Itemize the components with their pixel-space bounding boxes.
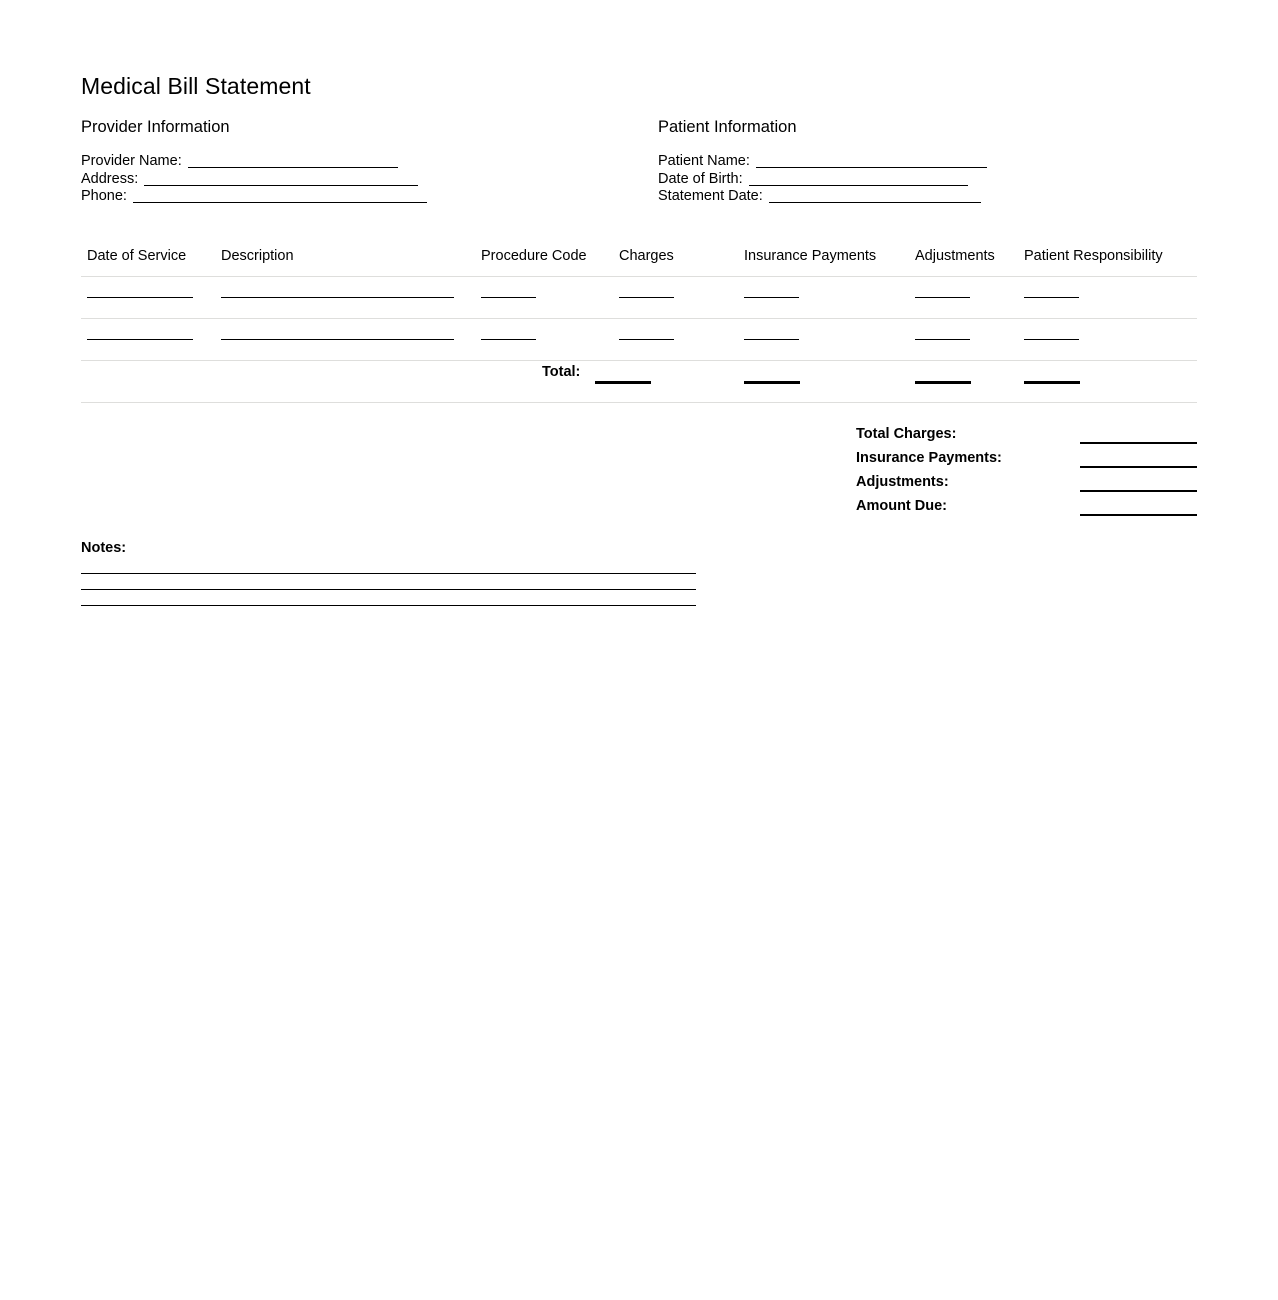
- fill-line: [221, 339, 454, 340]
- summary-label-adjustments: Adjustments:: [856, 474, 949, 490]
- statement-date-input[interactable]: [769, 202, 981, 203]
- provider-name-input[interactable]: [188, 167, 398, 168]
- provider-address-label: Address:: [81, 170, 139, 187]
- provider-name-label: Provider Name:: [81, 153, 182, 169]
- patient-section-title: Patient Information: [658, 118, 797, 136]
- summary-label-insurance-payments: Insurance Payments:: [856, 450, 1002, 466]
- patient-information-section: [658, 118, 987, 206]
- fill-line: [744, 381, 800, 384]
- summary-input-total-charges[interactable]: [1080, 442, 1197, 444]
- patient-name-input[interactable]: [756, 167, 987, 168]
- provider-name-field-row: [81, 153, 427, 171]
- column-header-patient-responsibility: Patient Responsibility: [1024, 248, 1163, 264]
- table-header-row: [81, 248, 1197, 276]
- column-header-adjustments: Adjustments: [915, 248, 995, 264]
- summary-label-total-charges: Total Charges:: [856, 426, 957, 442]
- provider-phone-input[interactable]: [133, 202, 427, 203]
- fill-line: [595, 381, 651, 384]
- fill-line: [481, 339, 536, 340]
- column-header-date-of-service: Date of Service: [87, 248, 187, 264]
- summary-row-amount-due: [856, 497, 1198, 521]
- statement-date-label: Statement Date:: [658, 188, 763, 204]
- summary-row-insurance-payments: [856, 449, 1198, 473]
- summary-label-amount-due: Amount Due:: [856, 498, 948, 514]
- fill-line: [744, 339, 799, 340]
- table-bottom-divider: [81, 402, 1197, 403]
- summary-section: [856, 425, 1198, 521]
- column-header-insurance-payments: Insurance Payments: [744, 248, 877, 264]
- notes-input-line[interactable]: [81, 605, 696, 606]
- patient-name-field-row: [658, 153, 987, 171]
- provider-address-input[interactable]: [144, 185, 418, 186]
- column-header-procedure-code: Procedure Code: [481, 248, 587, 264]
- fill-line: [87, 339, 193, 340]
- notes-label: Notes:: [81, 540, 127, 556]
- fill-line: [619, 297, 674, 298]
- patient-dob-label: Date of Birth:: [658, 170, 743, 187]
- fill-line: [744, 297, 799, 298]
- fill-line: [915, 381, 971, 384]
- summary-row-adjustments: [856, 473, 1198, 497]
- summary-row-total-charges: [856, 425, 1198, 449]
- summary-input-adjustments[interactable]: [1080, 490, 1197, 492]
- fill-line: [221, 297, 454, 298]
- page-title: Medical Bill Statement: [81, 73, 311, 99]
- column-header-description: Description: [221, 248, 294, 264]
- fill-line: [619, 339, 674, 340]
- notes-input-line[interactable]: [81, 589, 696, 590]
- patient-dob-input[interactable]: [749, 185, 968, 186]
- fill-line: [1024, 381, 1080, 384]
- statement-date-field-row: [658, 188, 987, 206]
- provider-address-field-row: [81, 171, 427, 189]
- fill-line: [915, 297, 970, 298]
- provider-phone-label: Phone:: [81, 188, 127, 204]
- table-row: [81, 319, 1197, 360]
- notes-input-line[interactable]: [81, 573, 696, 574]
- fill-line: [481, 297, 536, 298]
- fill-line: [1024, 297, 1079, 298]
- column-header-charges: Charges: [619, 248, 674, 264]
- fill-line: [915, 339, 970, 340]
- provider-information-section: [81, 118, 427, 206]
- fill-line: [1024, 339, 1079, 340]
- table-total-row: [81, 361, 1197, 402]
- summary-input-amount-due[interactable]: [1080, 514, 1197, 516]
- provider-section-title: Provider Information: [81, 118, 230, 136]
- patient-dob-field-row: [658, 171, 987, 189]
- fill-line: [87, 297, 193, 298]
- summary-input-insurance-payments[interactable]: [1080, 466, 1197, 468]
- charges-table: [81, 248, 1197, 403]
- notes-section: [81, 539, 697, 621]
- provider-phone-field-row: [81, 188, 427, 206]
- patient-name-label: Patient Name:: [658, 153, 750, 169]
- table-row: [81, 277, 1197, 318]
- total-label: Total:: [542, 364, 581, 380]
